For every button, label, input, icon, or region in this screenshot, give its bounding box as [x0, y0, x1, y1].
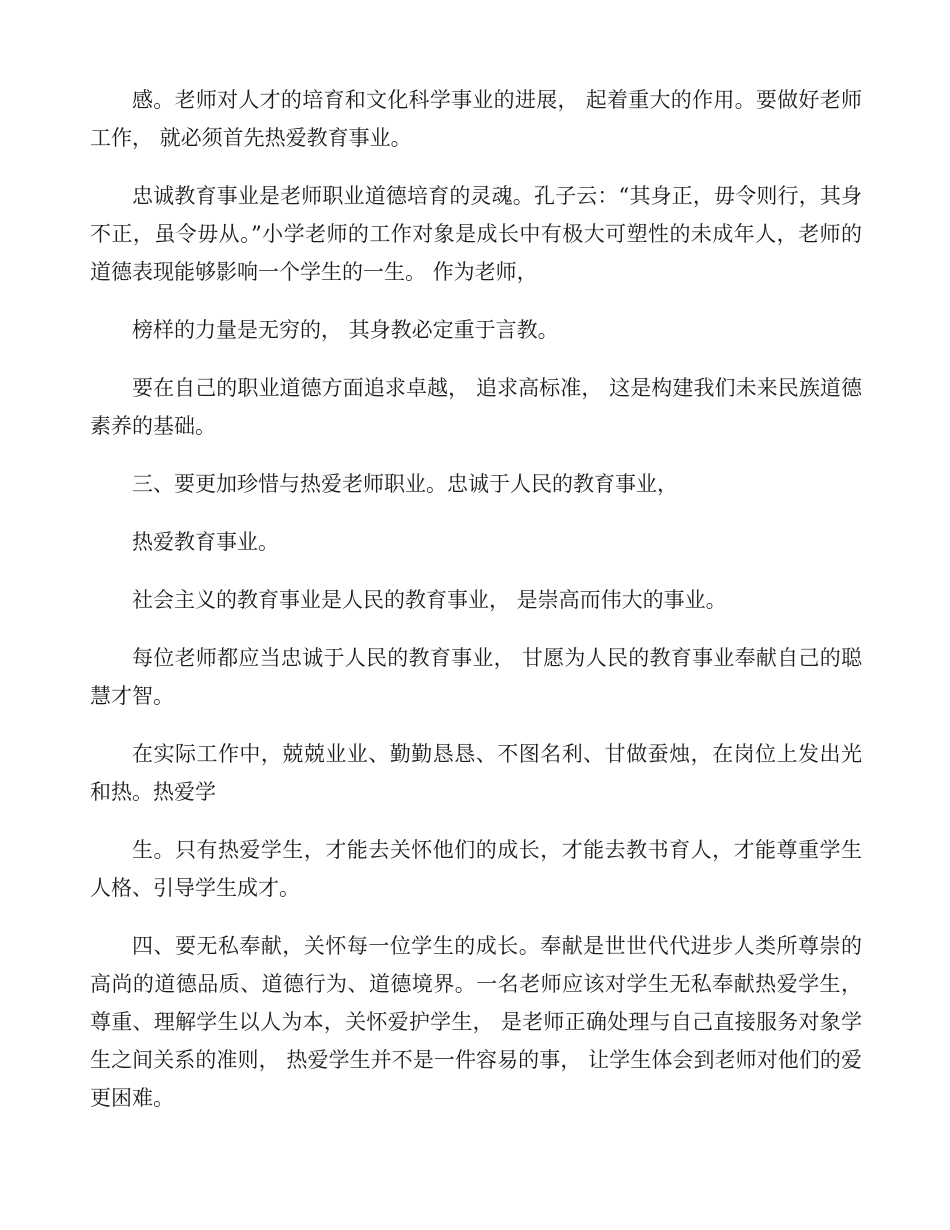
paragraph-2: 忠诚教育事业是老师职业道德培育的灵魂。孔子云：“其身正，毋令则行，其身不正，虽令毋从。”小学老师的工作对象是成长中有极大可塑性的未成年人，老师的道德表现能够影响一个学生的一生。 作为老师， [90, 184, 862, 284]
paragraph-11: 四、要无私奉献，关怀每一位学生的成长。奉献是世世代代进步人类所尊崇的高尚的道德品质、道德行为、道德境界。一名老师应该对学生无私奉献热爱学生， 尊重、理解学生以人为本，关怀爱护学生， 是老师正确处理与自己直接服务对象学生之间关系的准则， 热爱学生并不是一件容易的事， 让学生体会到老师对他们的爱更困难。 [90, 934, 862, 1110]
paragraph-10: 生。只有热爱学生，才能去关怀他们的成长，才能去教书育人，才能尊重学生人格、引导学生成才。 [90, 838, 862, 900]
document-body [90, 81, 862, 1137]
paragraph-8: 每位老师都应当忠诚于人民的教育事业， 甘愿为人民的教育事业奉献自己的聪慧才智。 [90, 646, 862, 708]
paragraph-4: 要在自己的职业道德方面追求卓越， 追求高标准， 这是构建我们未来民族道德素养的基础。 [90, 376, 862, 438]
paragraph-3: 榜样的力量是无穷的， 其身教必定重于言教。 [132, 318, 559, 342]
paragraph-6: 热爱教育事业。 [132, 530, 279, 554]
paragraph-1: 感。老师对人才的培育和文化科学事业的进展， 起着重大的作用。要做好老师工作， 就必须首先热爱教育事业。 [90, 88, 862, 150]
paragraph-7: 社会主义的教育事业是人民的教育事业， 是崇高而伟大的事业。 [132, 588, 727, 612]
paragraph-9: 在实际工作中，兢兢业业、勤勤恳恳、不图名利、甘做蚕烛，在岗位上发出光和热。热爱学 [90, 742, 862, 804]
paragraph-5: 三、要更加珍惜与热爱老师职业。忠诚于人民的教育事业， [132, 472, 678, 496]
